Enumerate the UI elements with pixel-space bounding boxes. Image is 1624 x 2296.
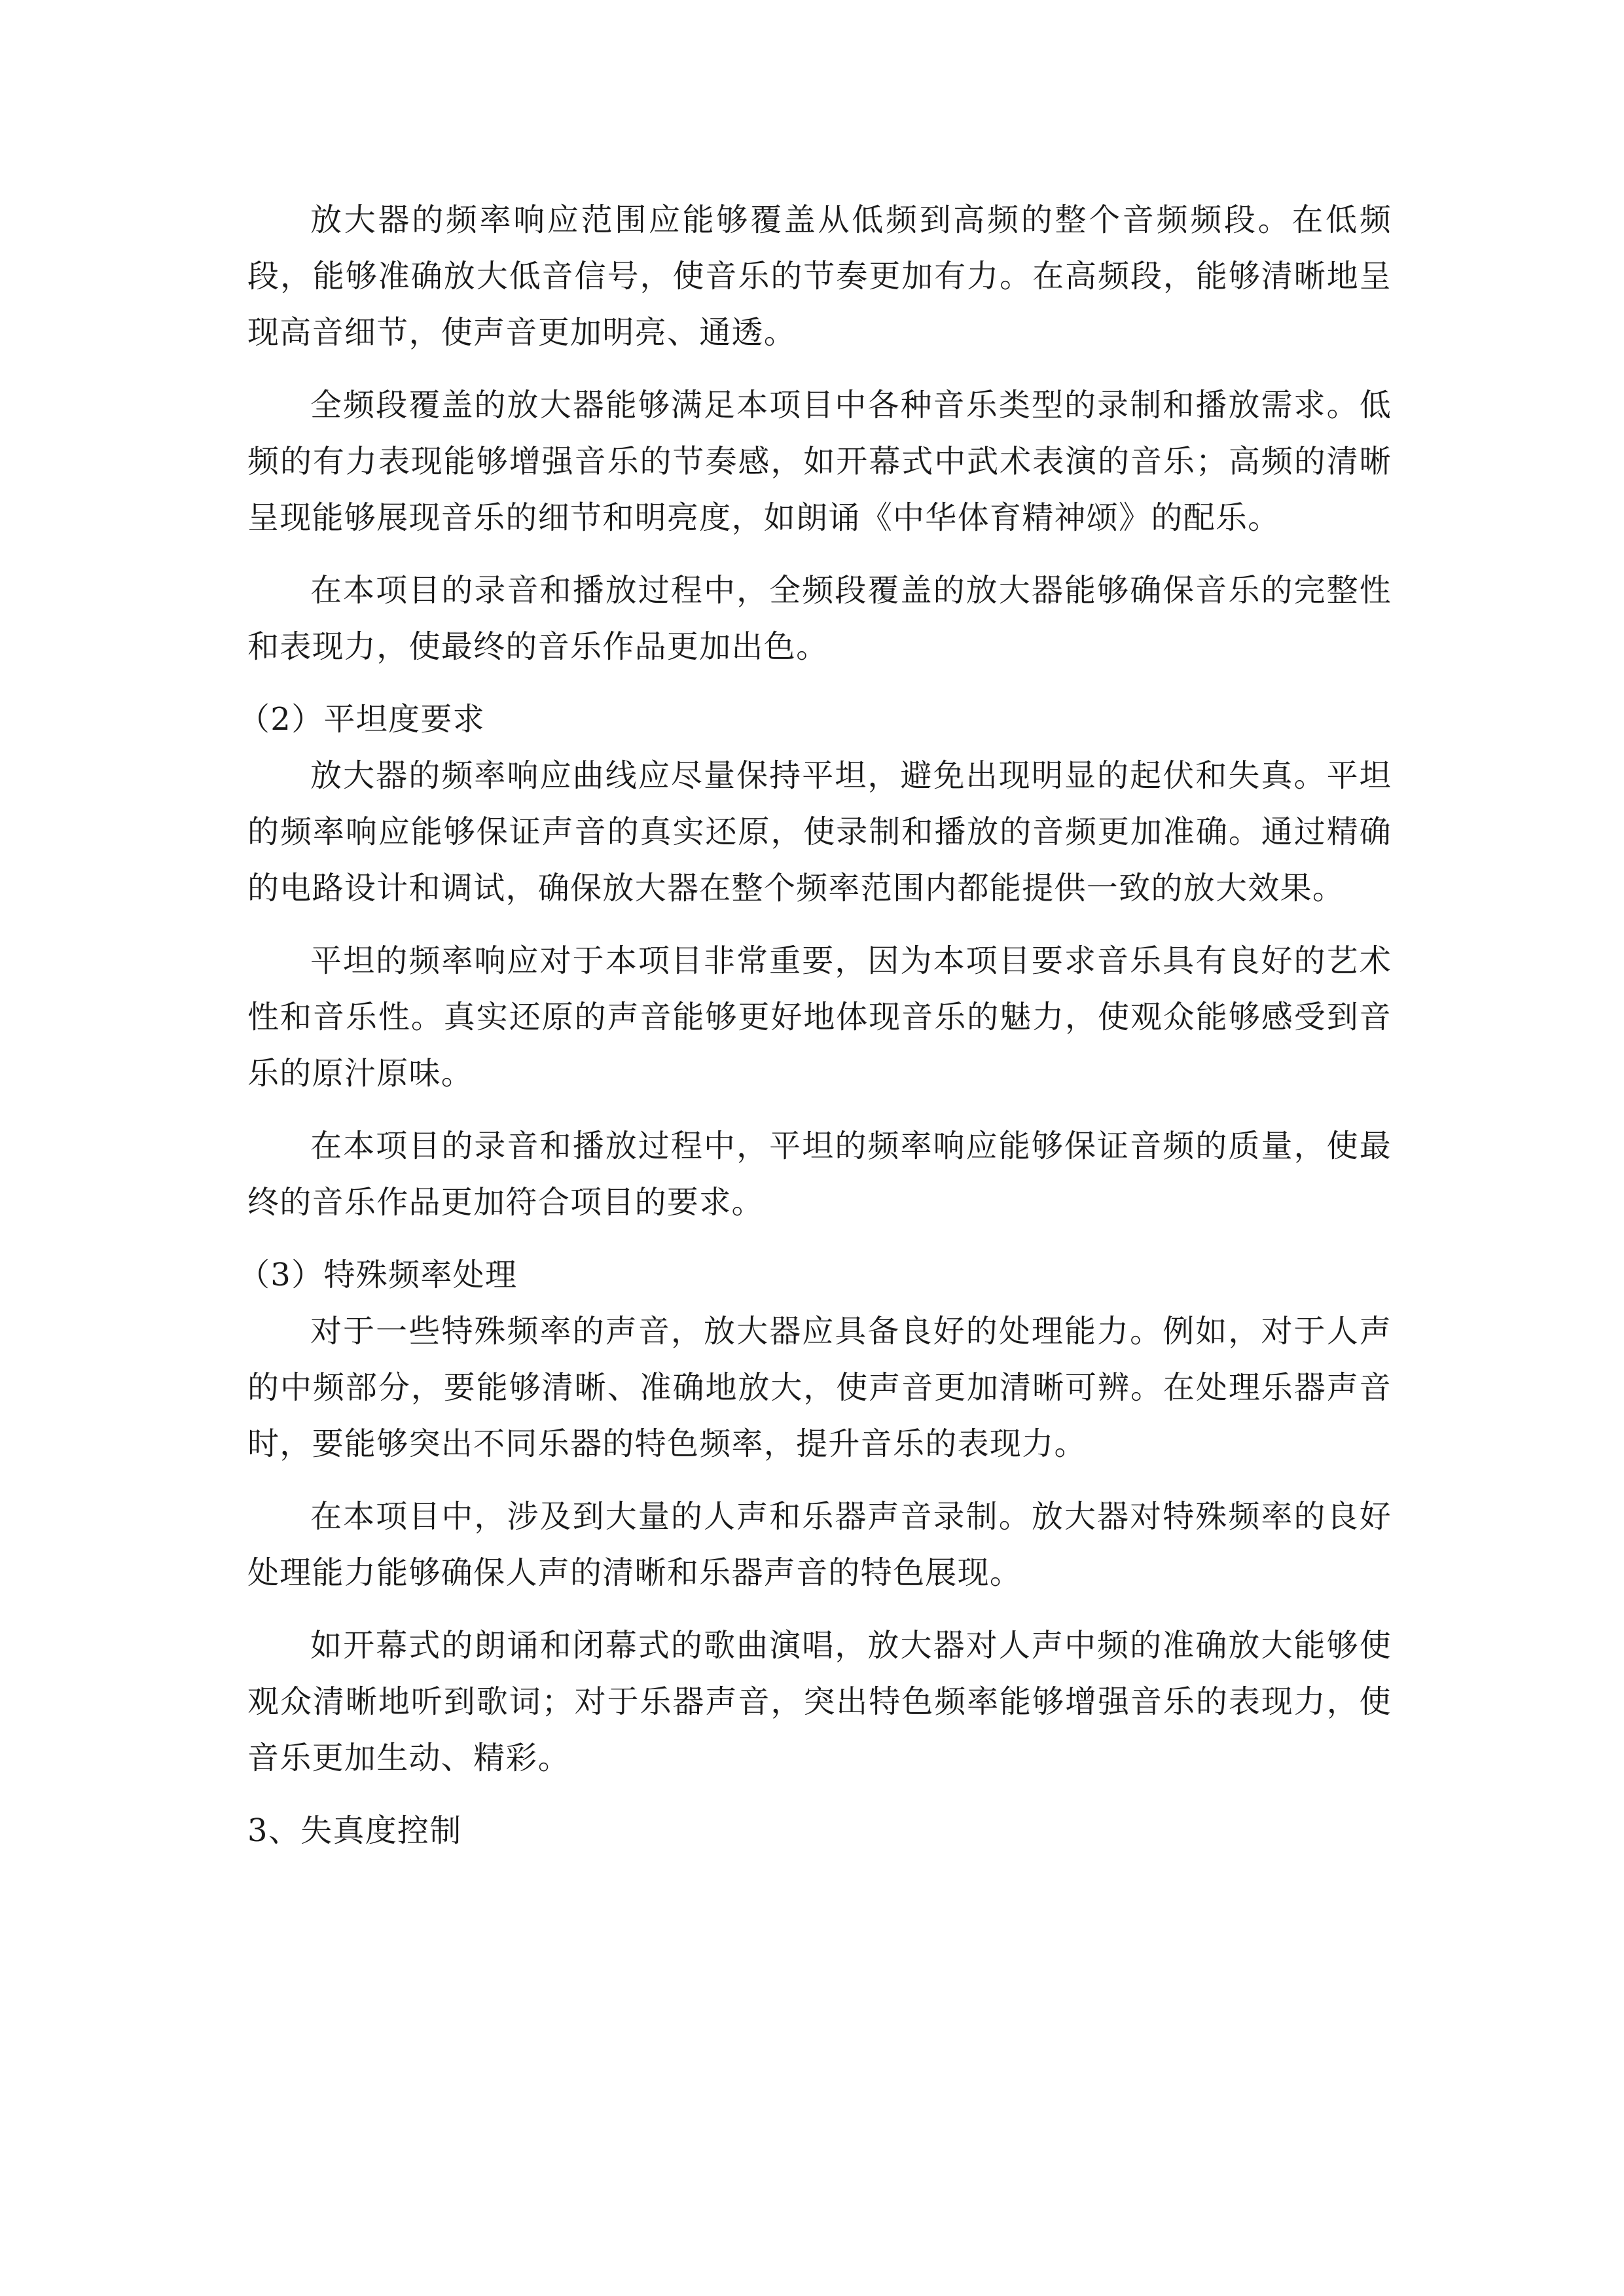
paragraph-special-frequency-examples: 如开幕式的朗诵和闭幕式的歌曲演唱，放大器对人声中频的准确放大能够使观众清晰地听到歌词；对于乐器声音，突出特色频率能够增强音乐的表现力，使音乐更加生动、精彩。 [247,1627,1392,1776]
paragraph-full-range-benefits: 全频段覆盖的放大器能够满足本项目中各种音乐类型的录制和播放需求。低频的有力表现能够增强音乐的节奏感，如开幕式中武术表演的音乐；高频的清晰呈现能够展现音乐的细节和明亮度，如朗诵《中华体育精神颂》的配乐。 [247,387,1392,536]
section-heading-distortion-control: 3、失真度控制 [247,1812,462,1849]
paragraph-flatness-importance: 平坦的频率响应对于本项目非常重要，因为本项目要求音乐具有良好的艺术性和音乐性。真实还原的声音能够更好地体现音乐的魅力，使观众能够感受到音乐的原汁原味。 [247,942,1392,1092]
section-heading-special-frequency: （3）特殊频率处理 [238,1257,518,1293]
paragraph-full-range-coverage: 放大器的频率响应范围应能够覆盖从低频到高频的整个音频频段。在低频段，能够准确放大低音信号，使音乐的节奏更加有力。在高频段，能够清晰地呈现高音细节，使声音更加明亮、通透。 [247,202,1392,351]
section-heading-flatness: （2）平坦度要求 [238,701,485,738]
document-body [238,192,1392,1859]
paragraph-special-frequency-handling: 对于一些特殊频率的声音，放大器应具备良好的处理能力。例如，对于人声的中频部分，要能够清晰、准确地放大，使声音更加清晰可辨。在处理乐器声音时，要能够突出不同乐器的特色频率，提升音乐的表现力。 [247,1313,1392,1462]
paragraph-flatness-requirement: 放大器的频率响应曲线应尽量保持平坦，避免出现明显的起伏和失真。平坦的频率响应能够保证声音的真实还原，使录制和播放的音频更加准确。通过精确的电路设计和调试，确保放大器在整个频率范围内都能提供一致的放大效果。 [247,757,1392,906]
paragraph-special-frequency-project: 在本项目中，涉及到大量的人声和乐器声音录制。放大器对特殊频率的良好处理能力能够确保人声的清晰和乐器声音的特色展现。 [247,1498,1392,1591]
paragraph-full-range-conclusion: 在本项目的录音和播放过程中，全频段覆盖的放大器能够确保音乐的完整性和表现力，使最终的音乐作品更加出色。 [247,572,1392,665]
paragraph-flatness-conclusion: 在本项目的录音和播放过程中，平坦的频率响应能够保证音频的质量，使最终的音乐作品更加符合项目的要求。 [247,1128,1392,1221]
